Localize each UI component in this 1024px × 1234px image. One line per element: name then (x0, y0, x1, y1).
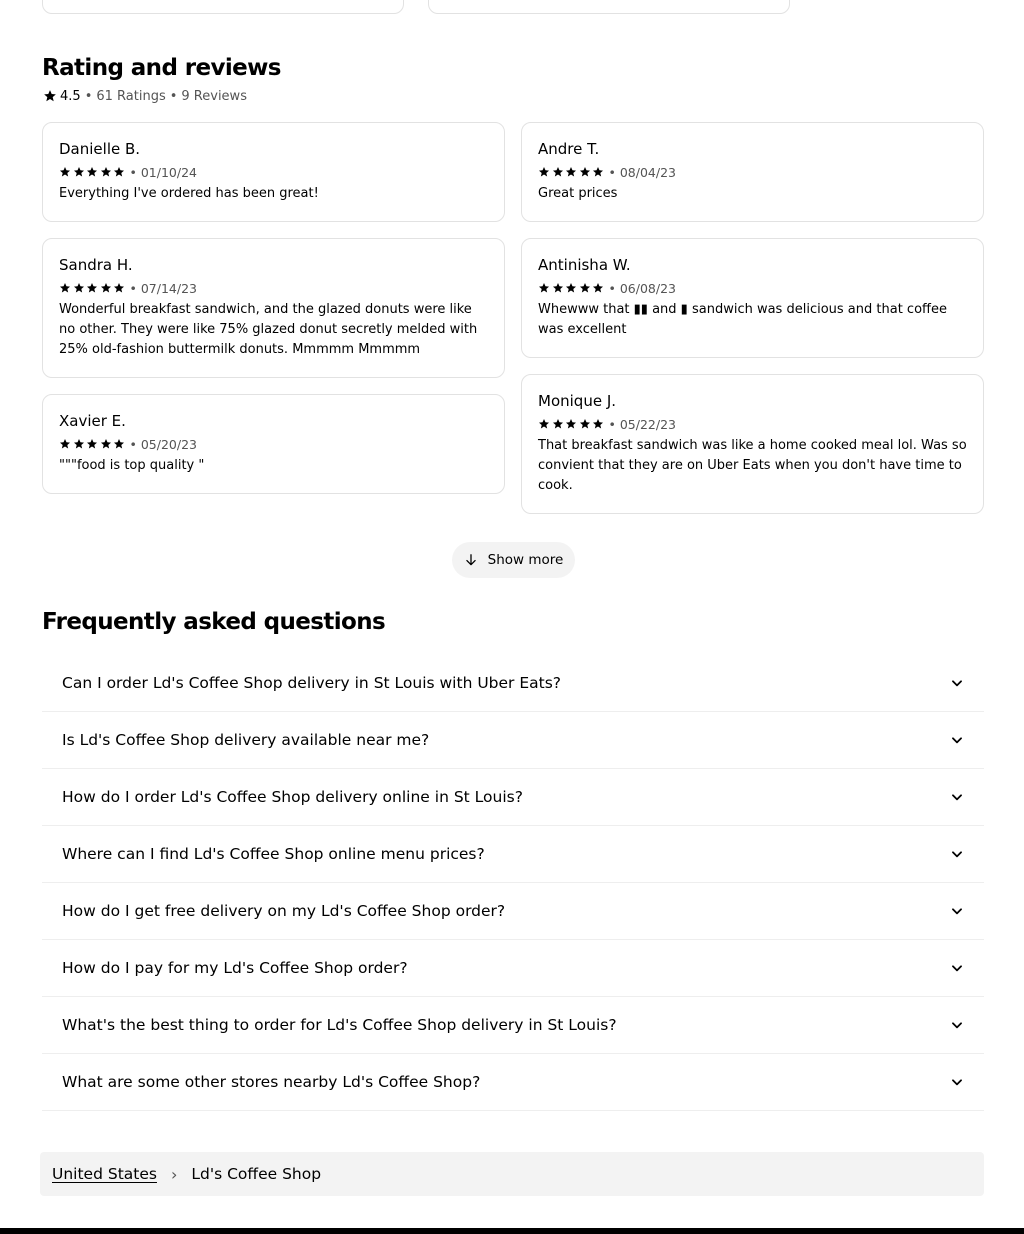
star-icon (113, 166, 125, 178)
faq-question: How do I get free delivery on my Ld's Coffee Shop order? (62, 902, 506, 920)
star-icon (113, 282, 125, 294)
faq-question: What are some other stores nearby Ld's Coffee Shop? (62, 1073, 481, 1091)
faq-question: Is Ld's Coffee Shop delivery available near me? (62, 731, 430, 749)
review-card (521, 374, 984, 514)
star-icon (73, 438, 85, 450)
chevron-down-icon (950, 676, 964, 690)
faq-item[interactable] (42, 826, 984, 883)
review-card (521, 122, 984, 222)
rating-summary (43, 87, 247, 105)
review-text: Everything I've ordered has been great! (59, 186, 319, 201)
review-card (42, 238, 505, 378)
review-date: • 05/22/23 (609, 417, 677, 432)
separator-dot: • (84, 88, 93, 104)
faq-item[interactable] (42, 655, 984, 712)
breadcrumb (40, 1152, 984, 1196)
reviewer-name: Danielle B. (59, 140, 141, 158)
chevron-down-icon (950, 904, 964, 918)
chevron-down-icon (950, 961, 964, 975)
review-text: That breakfast sandwich was like a home cooked meal lol. Was so convient that they are on Uber Eats when you don't have time to cook. (538, 438, 967, 493)
star-icon (100, 282, 112, 294)
review-text: Great prices (538, 186, 618, 201)
chevron-down-icon (950, 733, 964, 747)
star-icon (59, 282, 71, 294)
faq-question: What's the best thing to order for Ld's Coffee Shop delivery in St Louis? (62, 1016, 617, 1034)
review-text: """food is top quality " (59, 458, 205, 473)
faq-item[interactable] (42, 712, 984, 769)
footer (0, 1228, 1024, 1234)
star-icon (592, 282, 604, 294)
review-meta (538, 280, 967, 296)
review-meta (59, 436, 488, 452)
faq-list (42, 655, 984, 1111)
review-date: • 01/10/24 (130, 165, 198, 180)
review-card (521, 238, 984, 358)
ratings-count: 61 Ratings (96, 88, 166, 104)
faq-item[interactable] (42, 769, 984, 826)
star-rating (59, 282, 127, 294)
faq-question: Where can I find Ld's Coffee Shop online menu prices? (62, 845, 485, 863)
star-icon (86, 438, 98, 450)
review-card (42, 394, 505, 494)
star-icon (73, 166, 85, 178)
star-rating (538, 418, 606, 430)
review-text: Whewww that ▮▮ and ▮ sandwich was delicious and that coffee was excellent (538, 302, 947, 337)
star-rating (538, 166, 606, 178)
faq-question: How do I order Ld's Coffee Shop delivery online in St Louis? (62, 788, 523, 806)
breadcrumb-current: Ld's Coffee Shop (191, 1165, 322, 1183)
review-date: • 05/20/23 (130, 437, 198, 452)
star-rating (59, 166, 127, 178)
review-meta (59, 280, 488, 296)
star-rating (538, 282, 606, 294)
show-more-label: Show more (487, 552, 564, 568)
breadcrumb-link-country[interactable]: United States (52, 1165, 157, 1183)
chevron-down-icon (950, 1075, 964, 1089)
star-icon (43, 89, 57, 103)
star-icon (579, 418, 591, 430)
review-date: • 06/08/23 (609, 281, 677, 296)
show-more-button[interactable] (452, 542, 575, 578)
star-icon (579, 166, 591, 178)
chevron-down-icon (950, 1018, 964, 1032)
faq-item[interactable] (42, 883, 984, 940)
star-icon (86, 166, 98, 178)
reviews-column-left (42, 122, 505, 510)
faq-item[interactable] (42, 940, 984, 997)
star-icon (113, 438, 125, 450)
star-icon (100, 438, 112, 450)
star-icon (538, 282, 550, 294)
rating-value: 4.5 (60, 88, 81, 104)
star-icon (579, 282, 591, 294)
review-date: • 08/04/23 (609, 165, 677, 180)
star-icon (565, 166, 577, 178)
star-icon (86, 282, 98, 294)
arrow-down-icon (464, 553, 478, 567)
chevron-down-icon (950, 847, 964, 861)
star-icon (59, 166, 71, 178)
reviewer-name: Monique J. (538, 392, 617, 410)
star-icon (73, 282, 85, 294)
star-icon (538, 166, 550, 178)
star-icon (538, 418, 550, 430)
faq-question: Can I order Ld's Coffee Shop delivery in St Louis with Uber Eats? (62, 674, 562, 692)
reviewer-name: Xavier E. (59, 412, 126, 430)
review-text: Wonderful breakfast sandwich, and the glazed donuts were like no other. They were like 75% glazed donut secretly melded with 25% old-fashion buttermilk donuts. Mmmmm Mmmmm (59, 302, 478, 357)
previous-section-card (42, 0, 404, 14)
reviews-title: Rating and reviews (42, 55, 281, 81)
faq-item[interactable] (42, 997, 984, 1054)
breadcrumb-separator: › (170, 1164, 178, 1184)
reviewer-name: Sandra H. (59, 256, 133, 274)
star-icon (552, 418, 564, 430)
faq-title: Frequently asked questions (42, 609, 386, 635)
star-icon (592, 166, 604, 178)
star-icon (59, 438, 71, 450)
reviewer-name: Antinisha W. (538, 256, 631, 274)
star-icon (100, 166, 112, 178)
star-icon (592, 418, 604, 430)
review-meta (538, 416, 967, 432)
star-icon (552, 166, 564, 178)
separator-dot: • (169, 88, 178, 104)
faq-item[interactable] (42, 1054, 984, 1111)
review-card (42, 122, 505, 222)
star-icon (552, 282, 564, 294)
previous-section-card (428, 0, 790, 14)
star-rating (59, 438, 127, 450)
review-date: • 07/14/23 (130, 281, 198, 296)
faq-question: How do I pay for my Ld's Coffee Shop order? (62, 959, 408, 977)
chevron-down-icon (950, 790, 964, 804)
review-meta (59, 164, 488, 180)
reviewer-name: Andre T. (538, 140, 600, 158)
reviews-column-right (521, 122, 984, 530)
review-meta (538, 164, 967, 180)
star-icon (565, 418, 577, 430)
reviews-count: 9 Reviews (181, 88, 247, 104)
star-icon (565, 282, 577, 294)
